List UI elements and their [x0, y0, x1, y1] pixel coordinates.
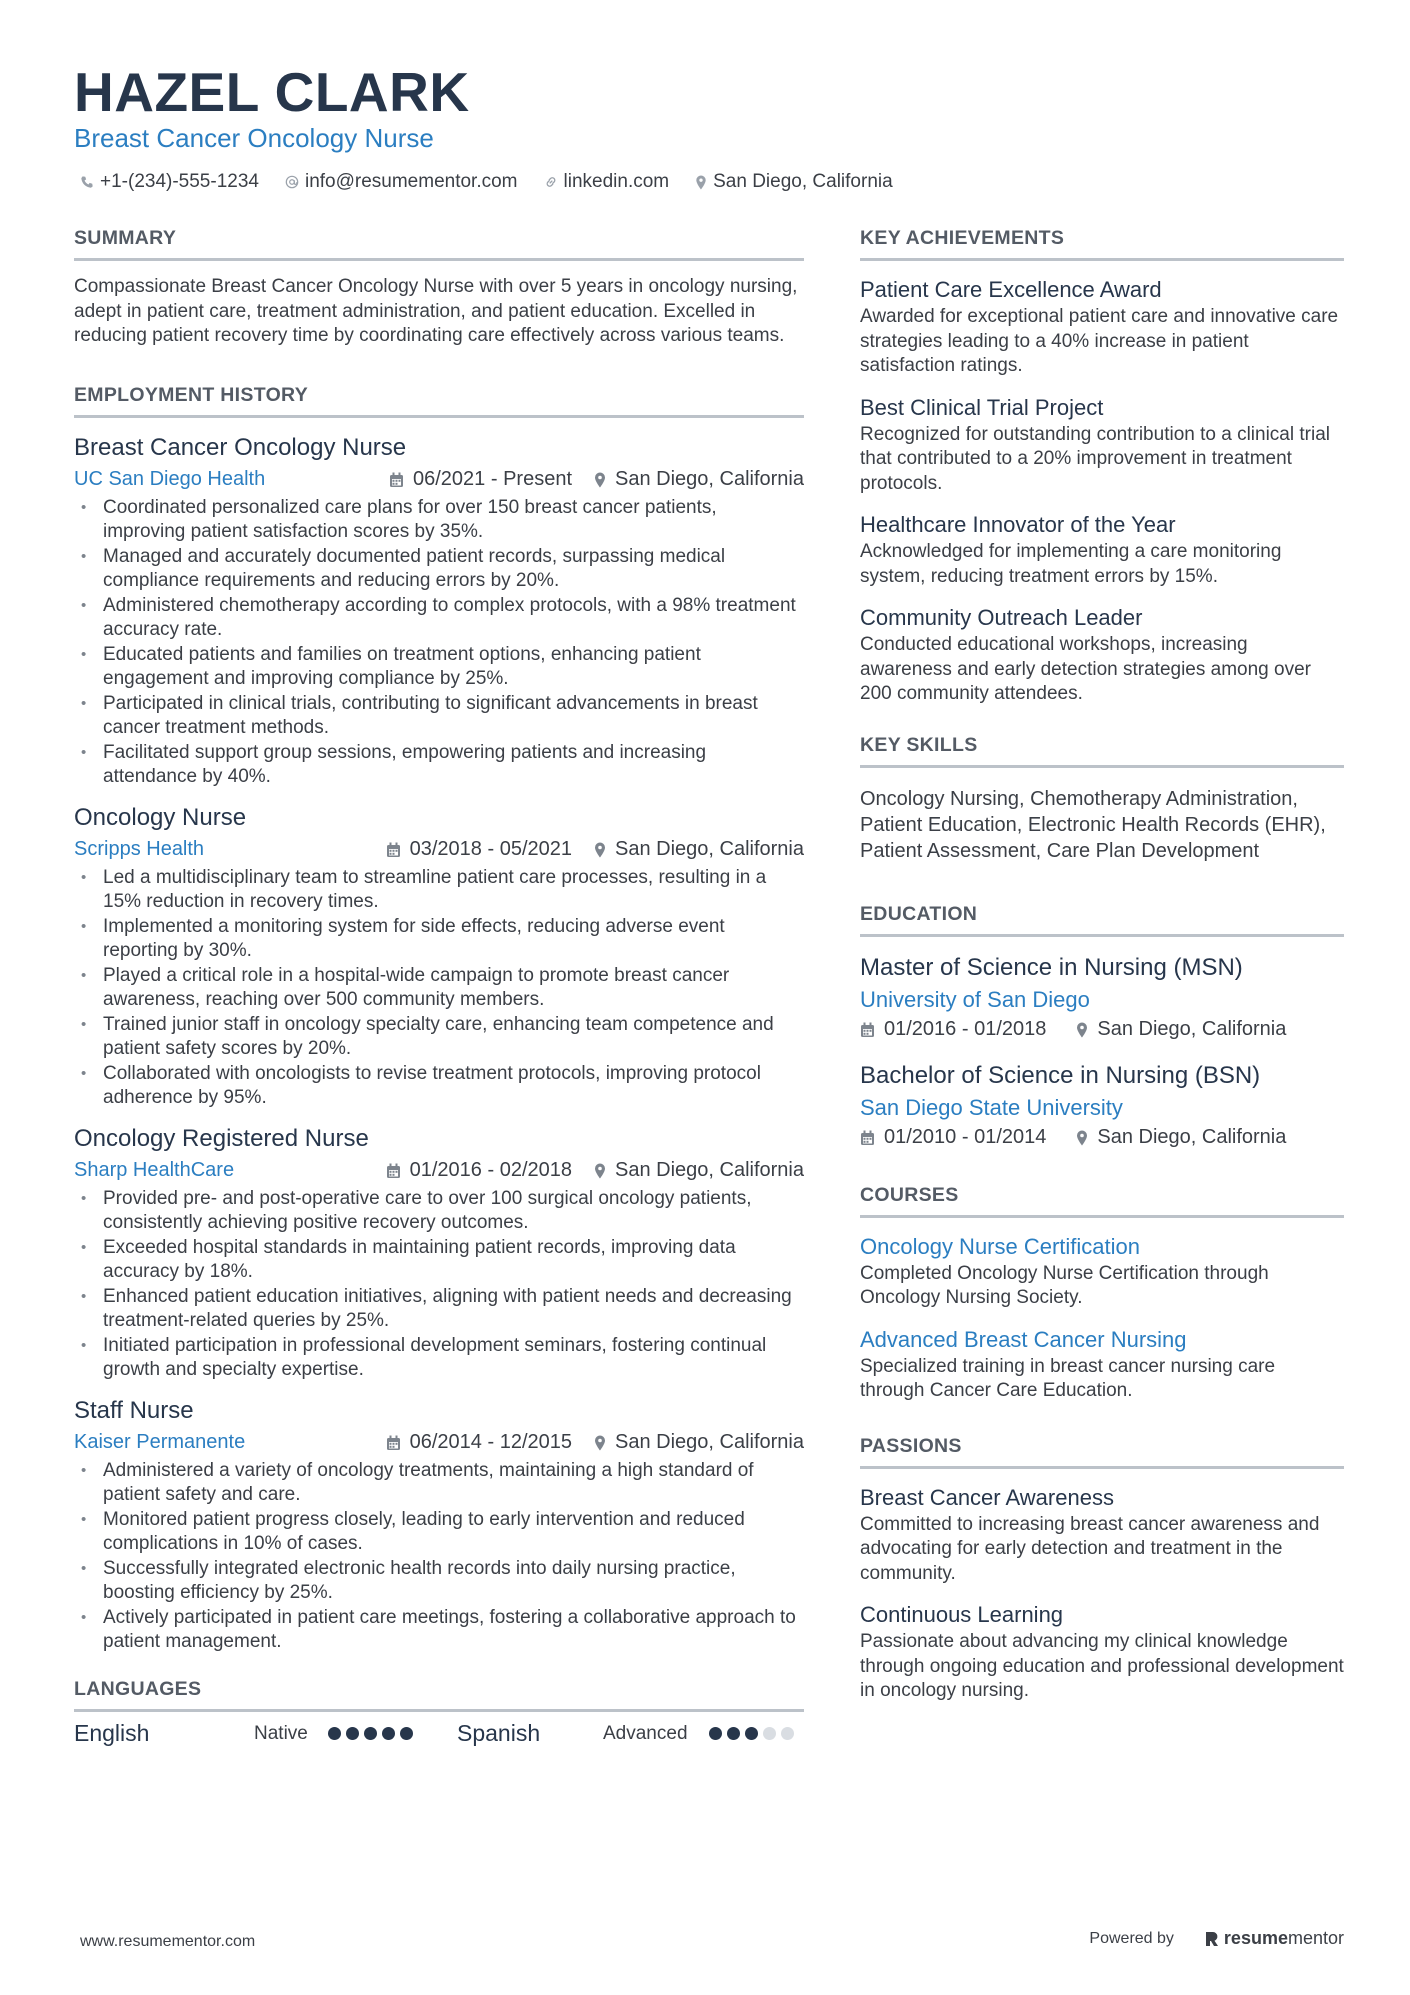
- calendar-icon: [386, 842, 401, 858]
- job-bullet: • Monitored patient progress closely, leading to early intervention and reduced complications in 10% of cases.: [74, 1508, 804, 1557]
- passion-item: [860, 1483, 1344, 1587]
- rating-dot-empty: [781, 1727, 794, 1740]
- course-title: Advanced Breast Cancer Nursing: [860, 1326, 1187, 1352]
- rating-dot-filled: [745, 1727, 758, 1740]
- contact-email[interactable]: [285, 169, 518, 195]
- job-location: [594, 468, 804, 491]
- job-entry: [74, 432, 804, 790]
- achievement-text: Conducted educational workshops, increasing awareness and early detection strategies among over 200 community attendees.: [860, 634, 1311, 704]
- rating-dot-filled: [727, 1727, 740, 1740]
- location-pin-icon: [1076, 1130, 1088, 1146]
- language-name: English: [74, 1720, 150, 1746]
- job-bullets: [74, 1459, 804, 1655]
- passions-heading: PASSIONS: [860, 1434, 1344, 1469]
- passion-title: Breast Cancer Awareness: [860, 1484, 1114, 1510]
- job-bullet: • Administered chemotherapy according to complex protocols, with a 98% treatment accuracy rate.: [74, 594, 804, 643]
- job-entry: [74, 1123, 804, 1383]
- achievement-title: Best Clinical Trial Project: [860, 394, 1104, 420]
- rating-dot-filled: [364, 1727, 377, 1740]
- employment-heading: EMPLOYMENT HISTORY: [74, 383, 804, 418]
- job-bullet: • Played a critical role in a hospital-wide campaign to promote breast cancer awareness, reaching over 500 community members.: [74, 964, 804, 1013]
- job-bullets: [74, 496, 804, 790]
- job-list: [74, 432, 804, 1655]
- course-list: [860, 1232, 1344, 1404]
- job-dates-text: 01/2016 - 02/2018: [409, 1159, 572, 1181]
- job-bullet: • Initiated participation in professional development seminars, fostering continual growth and specialty expertise.: [74, 1334, 804, 1383]
- passion-text: Passionate about advancing my clinical knowledge through ongoing education and professional development in oncology nursing.: [860, 1631, 1344, 1701]
- language-level: Native: [254, 1722, 308, 1744]
- achievement-item: [860, 393, 1344, 497]
- job-location: [594, 1431, 804, 1454]
- candidate-name: HAZEL CLARK: [74, 61, 470, 123]
- job-bullet: • Provided pre- and post-operative care to over 100 surgical oncology patients, consistently achieving positive recovery outcomes.: [74, 1187, 804, 1236]
- courses-section: [860, 1183, 1344, 1404]
- education-dates-text: 01/2016 - 01/2018: [884, 1018, 1047, 1040]
- job-title: Staff Nurse: [74, 1396, 194, 1424]
- location-pin-icon: [594, 842, 606, 858]
- calendar-icon: [386, 1435, 401, 1451]
- job-meta: [74, 834, 804, 866]
- achievement-title: Patient Care Excellence Award: [860, 277, 1162, 302]
- job-bullet: • Exceeded hospital standards in maintaining patient records, improving data accuracy by 18%.: [74, 1236, 804, 1285]
- job-entry: [74, 802, 804, 1111]
- job-bullet: • Facilitated support group sessions, empowering patients and increasing attendance by 40%.: [74, 741, 804, 790]
- job-dates: [386, 838, 572, 861]
- achievement-text: Acknowledged for implementing a care monitoring system, reducing treatment errors by 15%.: [860, 541, 1282, 587]
- location-pin-icon: [1076, 1022, 1088, 1038]
- course-item: [860, 1232, 1344, 1311]
- summary-text: Compassionate Breast Cancer Oncology Nurse with over 5 years in oncology nursing, adept in patient care, treatment administration, and patient education. Excelled in reducing patient recovery time by coordinating care effectively across various teams.: [74, 276, 798, 346]
- link-icon: [544, 175, 558, 189]
- achievement-title: Healthcare Innovator of the Year: [860, 512, 1176, 537]
- achievements-section: [860, 226, 1344, 707]
- education-item: [860, 1059, 1344, 1153]
- job-location-text: San Diego, California: [615, 838, 804, 860]
- job-bullet: • Collaborated with oncologists to revise treatment protocols, improving protocol adherence by 95%.: [74, 1062, 804, 1111]
- company-name: UC San Diego Health: [74, 468, 266, 490]
- passions-section: [860, 1434, 1344, 1704]
- education-location: [1076, 1126, 1286, 1149]
- education-dates-text: 01/2010 - 01/2014: [884, 1126, 1047, 1148]
- job-dates: [389, 468, 572, 491]
- skills-text: Oncology Nursing, Chemotherapy Administration, Patient Education, Electronic Health Records (EHR), Patient Assessment, Care Plan Development: [860, 787, 1326, 862]
- job-bullet: • Managed and accurately documented patient records, surpassing medical compliance requirements and reducing errors by 20%.: [74, 545, 804, 594]
- education-location: [1076, 1018, 1286, 1041]
- job-bullet: • Actively participated in patient care meetings, fostering a collaborative approach to patient management.: [74, 1606, 804, 1655]
- job-meta: [74, 1155, 804, 1187]
- passion-title: Continuous Learning: [860, 1602, 1064, 1627]
- education-meta: [860, 1015, 1344, 1045]
- language-item: [74, 1720, 457, 1747]
- job-bullet: • Implemented a monitoring system for side effects, reducing adverse event reporting by 30%.: [74, 915, 804, 964]
- education-dates: [860, 1126, 1046, 1149]
- company-name: Scripps Health: [74, 838, 205, 860]
- job-meta: [74, 464, 804, 496]
- employment-section: [74, 383, 804, 1655]
- brand-bold: resume: [1223, 1928, 1288, 1948]
- powered-by-label: Powered by: [1089, 1929, 1174, 1947]
- location-pin-icon: [594, 472, 606, 488]
- achievements-heading: KEY ACHIEVEMENTS: [860, 226, 1344, 261]
- job-dates-text: 06/2021 - Present: [413, 468, 572, 490]
- job-location: [594, 838, 804, 861]
- company-name: Kaiser Permanente: [74, 1431, 246, 1453]
- job-title: Oncology Nurse: [74, 803, 247, 831]
- left-column: [74, 226, 804, 1752]
- job-location-text: San Diego, California: [615, 468, 804, 490]
- rating-dot-empty: [763, 1727, 776, 1740]
- achievement-item: [860, 275, 1344, 379]
- job-bullet: • Administered a variety of oncology treatments, maintaining a high standard of patient safety and care.: [74, 1459, 804, 1508]
- job-location-text: San Diego, California: [615, 1431, 804, 1453]
- footer-branding: [1089, 1928, 1344, 1949]
- education-heading: EDUCATION: [860, 902, 1344, 937]
- education-meta: [860, 1123, 1344, 1153]
- job-bullet: • Enhanced patient education initiatives, aligning with patient needs and decreasing treatment-related queries by 25%.: [74, 1285, 804, 1334]
- job-bullet: • Educated patients and families on treatment options, enhancing patient engagement and improving compliance by 25%.: [74, 643, 804, 692]
- language-rating: [709, 1727, 799, 1740]
- job-dates-text: 06/2014 - 12/2015: [409, 1431, 572, 1453]
- school-name: San Diego State University: [860, 1094, 1123, 1120]
- rating-dot-filled: [328, 1727, 341, 1740]
- passion-text: Committed to increasing breast cancer awareness and advocating for early detection and treatment in the community.: [860, 1513, 1320, 1584]
- education-location-text: San Diego, California: [1097, 1018, 1287, 1040]
- job-location-text: San Diego, California: [615, 1159, 804, 1181]
- languages-section: [74, 1677, 804, 1752]
- job-meta: [74, 1427, 804, 1459]
- education-list: [860, 951, 1344, 1153]
- achievement-list: [860, 275, 1344, 707]
- achievement-title: Community Outreach Leader: [860, 605, 1143, 630]
- course-text: Specialized training in breast cancer nursing care through Cancer Care Education.: [860, 1355, 1276, 1401]
- job-dates: [386, 1159, 572, 1182]
- location-pin-icon: [695, 175, 707, 190]
- location-text: San Diego, California: [713, 171, 893, 192]
- language-rating: [328, 1727, 418, 1740]
- course-item: [860, 1325, 1344, 1404]
- school-name: University of San Diego: [860, 986, 1090, 1012]
- skills-section: [860, 733, 1344, 864]
- calendar-icon: [389, 472, 404, 488]
- job-bullets: [74, 866, 804, 1111]
- contact-linkedin[interactable]: [544, 169, 670, 195]
- calendar-icon: [860, 1130, 875, 1146]
- company-name: Sharp HealthCare: [74, 1159, 235, 1181]
- brand-logo[interactable]: [1204, 1928, 1344, 1949]
- skills-heading: KEY SKILLS: [860, 733, 1344, 768]
- language-name: Spanish: [457, 1720, 541, 1746]
- location-pin-icon: [594, 1163, 606, 1179]
- achievement-text: Recognized for outstanding contribution to a clinical trial that contributed to a 20% improvement in treatment protocols.: [860, 423, 1330, 494]
- language-level: Advanced: [603, 1722, 688, 1744]
- passion-item: [860, 1600, 1344, 1704]
- achievement-item: [860, 603, 1344, 707]
- courses-heading: COURSES: [860, 1183, 1344, 1218]
- rating-dot-filled: [382, 1727, 395, 1740]
- rating-dot-filled: [400, 1727, 413, 1740]
- job-bullets: [74, 1187, 804, 1383]
- email-text[interactable]: info@resumementor.com: [304, 171, 518, 192]
- rating-dot-filled: [346, 1727, 359, 1740]
- job-entry: [74, 1395, 804, 1655]
- job-bullet: • Led a multidisciplinary team to streamline patient care processes, resulting in a 15% reduction in recovery times.: [74, 866, 804, 915]
- degree-title: Master of Science in Nursing (MSN): [860, 953, 1243, 981]
- education-item: [860, 951, 1344, 1045]
- linkedin-text[interactable]: linkedin.com: [563, 171, 670, 192]
- languages-heading: LANGUAGES: [74, 1677, 804, 1712]
- job-bullet: • Participated in clinical trials, contributing to significant advancements in breast cancer treatment methods.: [74, 692, 804, 741]
- job-dates: [386, 1431, 572, 1454]
- education-section: [860, 902, 1344, 1153]
- job-dates-text: 03/2018 - 05/2021: [409, 838, 572, 860]
- contact-bar: [80, 169, 919, 195]
- degree-title: Bachelor of Science in Nursing (BSN): [860, 1061, 1261, 1089]
- education-dates: [860, 1018, 1046, 1041]
- summary-section: [74, 226, 804, 349]
- achievement-text: Awarded for exceptional patient care and innovative care strategies leading to a 40% increase in patient satisfaction ratings.: [860, 306, 1339, 376]
- calendar-icon: [860, 1022, 875, 1038]
- phone-text: +1-(234)-555-1234: [100, 171, 259, 192]
- job-bullet: • Successfully integrated electronic health records into daily nursing practice, boosting efficiency by 25%.: [74, 1557, 804, 1606]
- course-title: Oncology Nurse Certification: [860, 1233, 1141, 1259]
- language-list: [74, 1716, 804, 1752]
- education-location-text: San Diego, California: [1097, 1126, 1287, 1148]
- rating-dot-filled: [709, 1727, 722, 1740]
- at-icon: [285, 175, 299, 189]
- location-pin-icon: [594, 1435, 606, 1451]
- phone-icon: [80, 175, 94, 189]
- candidate-title: Breast Cancer Oncology Nurse: [74, 123, 434, 153]
- job-bullet: • Coordinated personalized care plans for over 150 breast cancer patients, improving patient satisfaction scores by 35%.: [74, 496, 804, 545]
- calendar-icon: [386, 1163, 401, 1179]
- language-item: [457, 1720, 799, 1747]
- brand-thin: mentor: [1287, 1928, 1344, 1948]
- passion-list: [860, 1483, 1344, 1704]
- job-title: Oncology Registered Nurse: [74, 1124, 369, 1152]
- footer-website[interactable]: www.resumementor.com: [80, 1933, 256, 1950]
- course-text: Completed Oncology Nurse Certification through Oncology Nursing Society.: [860, 1262, 1269, 1308]
- job-bullet: • Trained junior staff in oncology specialty care, enhancing team competence and patient safety scores by 20%.: [74, 1013, 804, 1062]
- achievement-item: [860, 510, 1344, 589]
- summary-heading: SUMMARY: [74, 226, 804, 261]
- resumementor-logo-icon: [1204, 1930, 1220, 1948]
- right-column: [860, 226, 1344, 1704]
- contact-location: [695, 169, 893, 195]
- job-title: Breast Cancer Oncology Nurse: [74, 433, 407, 461]
- job-location: [594, 1159, 804, 1182]
- contact-phone: [80, 169, 259, 195]
